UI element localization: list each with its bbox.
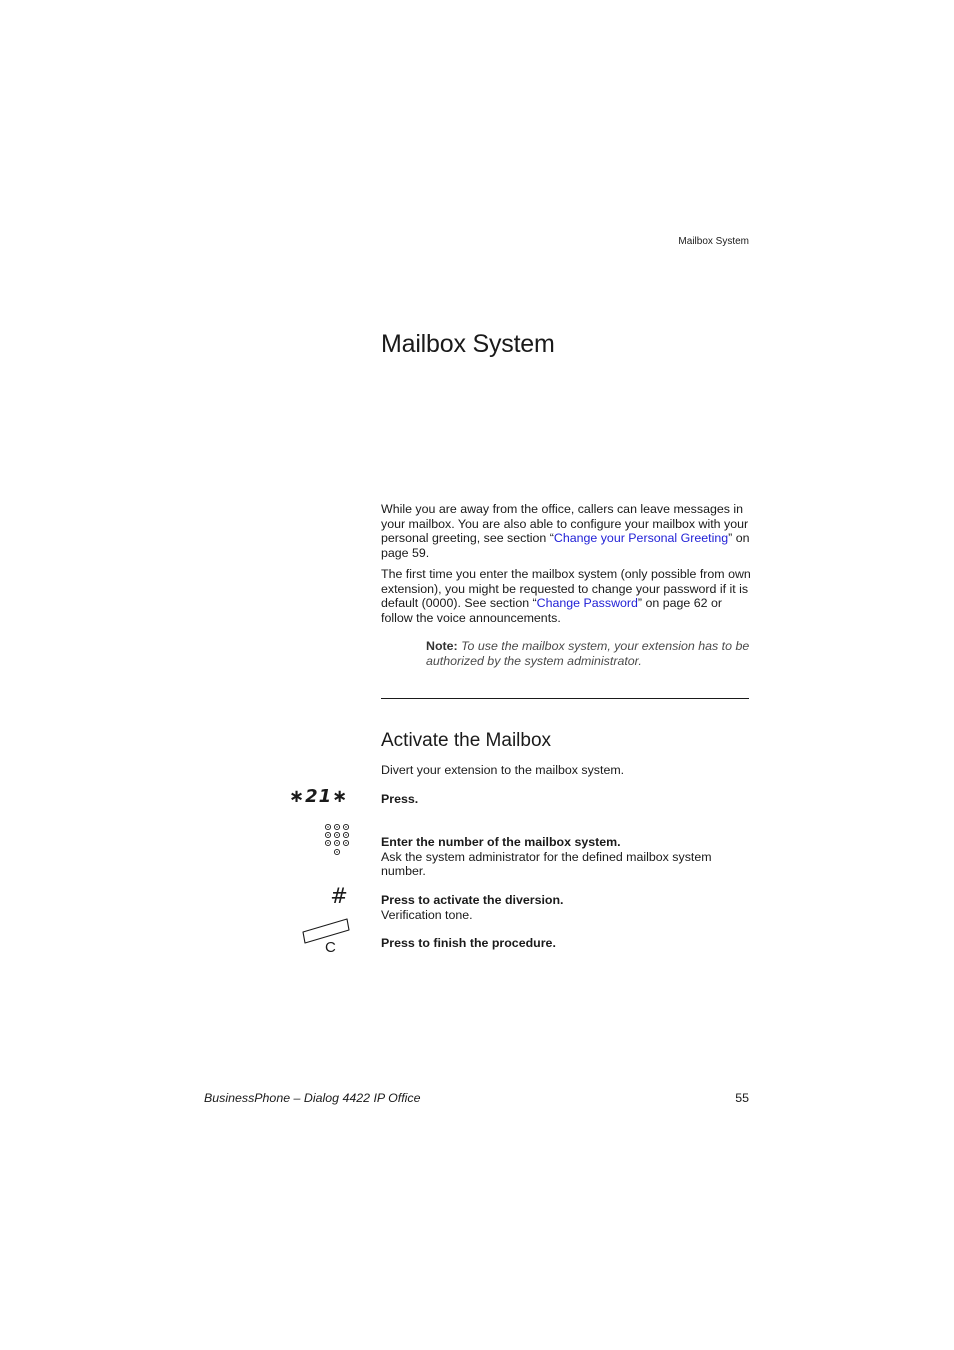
footer-page-number: 55: [735, 1091, 749, 1105]
link-change-password[interactable]: Change Password: [536, 596, 638, 611]
section-divider: [381, 698, 749, 699]
star-21-star-icon: [289, 786, 353, 808]
intro-paragraph: While you are away from the office, callers can leave messages in your mailbox. You are also able to configure your mailbox with your personal greeting, see section “Change your Personal Greeting” on page 59.: [381, 502, 750, 560]
hash-key-icon: #: [330, 884, 348, 908]
running-head: Mailbox System: [678, 236, 749, 247]
clear-key-label: C: [325, 939, 336, 956]
step-enter-number: Enter the number of the mailbox system. Ask the system administrator for the defined mailbox system number.: [381, 835, 712, 879]
note-text: To use the mailbox system, your extension has to be authorized by the system administrator.: [426, 639, 750, 668]
link-change-personal-greeting[interactable]: Change your Personal Greeting: [553, 531, 729, 546]
star-21-star-code: ∗21∗: [289, 786, 349, 807]
step-finish-procedure: Press to finish the procedure.: [381, 936, 556, 950]
section-title: Activate the Mailbox: [381, 730, 552, 751]
password-paragraph: The first time you enter the mailbox system (only possible from own extension), you might be requested to change your password if it is default (0000). See section “Change Password” on page 62 or follow the voice announcements.: [381, 567, 751, 625]
chapter-title: Mailbox System: [381, 330, 555, 358]
note-label: Note:: [426, 639, 458, 653]
keypad-icon: [323, 822, 351, 858]
step-press: Press.: [381, 792, 419, 806]
section-intro: Divert your extension to the mailbox system.: [381, 763, 625, 777]
footer-product: BusinessPhone – Dialog 4422 IP Office: [204, 1091, 421, 1105]
step-activate-diversion: Press to activate the diversion. Verification tone.: [381, 893, 564, 922]
note: [426, 639, 752, 669]
